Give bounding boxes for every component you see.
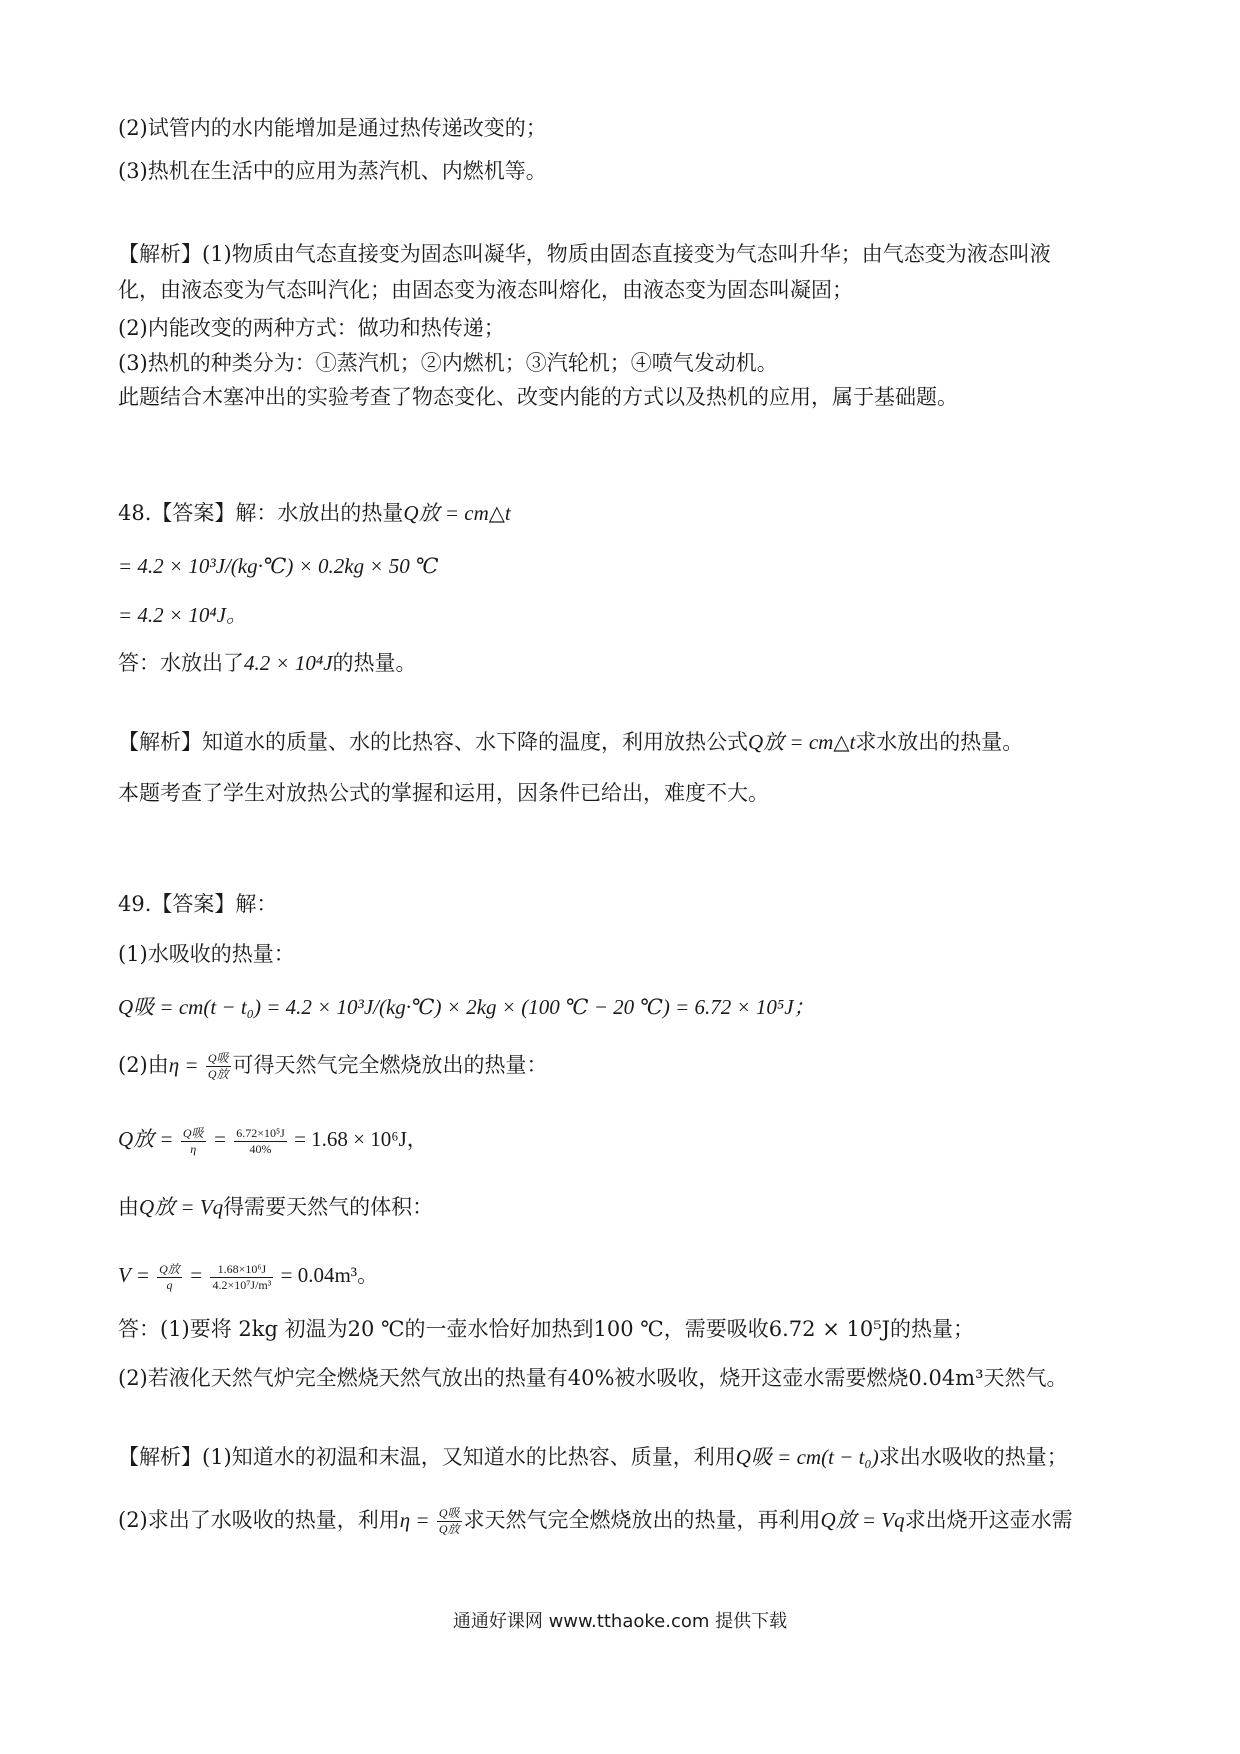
fraction: $\frac{\text{Q吸}}{\eta}$ — [182, 1125, 204, 1156]
q48-step: = 4.2 × 10³J/(kg·℃) × 0.2kg × 50 ℃ — [118, 554, 439, 578]
fraction: $\frac{\text{Q放}}{q}$ — [159, 1261, 180, 1292]
q49-step: Q放 = $\frac{\text{Q吸}}{\eta}$ = $\frac{\text{6.72×10⁵J}}{40\%}$ = 1.68 × 10⁶J， — [118, 1125, 428, 1156]
q49-step: Q吸 = cm(t − t₀) = 4.2 × 10³J/(kg·℃) × 2kg × (100 ℃ − 20 ℃) = 6.72 × 10⁵J； — [118, 995, 815, 1019]
q48-analysis: 【解析】知道水的质量、水的比热容、水下降的温度，利用放热公式Q放 = cm△t求水放出的热量。 — [118, 730, 1024, 754]
q49-answer: (2)若液化天然气炉完全燃烧天然气放出的热量有40%被水吸收，烧开这壶水需要燃烧0.04m³天然气。 — [118, 1366, 1068, 1390]
text-line: (2)试管内的水内能增加是通过热传递改变的； — [118, 116, 547, 140]
formula: Q放 = cm△t — [403, 501, 511, 525]
analysis-line: 【解析】(1)物质由气态直接变为固态叫凝华，物质由固态直接变为气态叫升华；由气态变为液态叫液 — [118, 242, 1051, 266]
q48-answer: 答：水放出了4.2 × 10⁴J的热量。 — [118, 651, 417, 675]
text-line: (3)热机的种类分为：①蒸汽机；②内燃机；③汽轮机；④喷气发动机。 — [118, 351, 778, 375]
q49-analysis: 【解析】(1)知道水的初温和末温，又知道水的比热容、质量，利用Q吸 = cm(t − t₀)求出水吸收的热量； — [118, 1445, 1068, 1469]
q49-answer-header: 49.【答案】解： — [118, 892, 278, 916]
q48-analysis: 本题考查了学生对放热公式的掌握和运用，因条件已给出，难度不大。 — [118, 781, 769, 805]
q49-step: (1)水吸收的热量： — [118, 942, 295, 966]
fraction: $\frac{\text{1.68×10⁶J}}{\text{4.2×10⁷J/m³}}$ — [212, 1261, 272, 1292]
q49-step: 由Q放 = Vq得需要天然气的体积： — [118, 1195, 434, 1219]
fraction: $\frac{\text{Q吸}}{\text{Q放}}$ — [438, 1506, 460, 1536]
text-line: (3)热机在生活中的应用为蒸汽机、内燃机等。 — [118, 159, 547, 183]
text-line: 化，由液态变为气态叫汽化；由固态变为液态叫熔化，由液态变为固态叫凝固； — [118, 278, 853, 302]
fraction: $\frac{\text{Q吸}}{\text{Q放}}$ — [207, 1051, 229, 1081]
fraction: $\frac{\text{6.72×10⁵J}}{40\%}$ — [236, 1125, 285, 1156]
text-line: (2)内能改变的两种方式：做功和热传递； — [118, 316, 505, 340]
q49-answer: 答：(1)要将 2kg 初温为20 ℃的一壶水恰好加热到100 ℃，需要吸收6.72 × 10⁵J的热量； — [118, 1317, 975, 1341]
q49-analysis: (2)求出了水吸收的热量，利用η = $\frac{\text{Q吸}}{\text{Q放}}$ 求天然气完全燃烧放出的热量，再利用Q放 = Vq求出烧开这壶水需 — [118, 1506, 1073, 1536]
q48-answer-header: 48.【答案】解：水放出的热量Q放 = cm△t — [118, 501, 511, 525]
q49-step: (2)由η = $\frac{\text{Q吸}}{\text{Q放}}$ 可得天然气完全燃烧放出的热量： — [118, 1051, 548, 1081]
page-footer: 通通好课网 www.tthaoke.com 提供下载 — [452, 1611, 788, 1632]
q49-step: V = $\frac{\text{Q放}}{q}$ = $\frac{\text{1.68×10⁶J}}{\text{4.2×10⁷J/m³}}$ = 0.04m³。 — [118, 1261, 379, 1292]
q48-step: = 4.2 × 10⁴J。 — [118, 603, 247, 627]
text-line: 此题结合木塞冲出的实验考查了物态变化、改变内能的方式以及热机的应用，属于基础题。 — [118, 385, 958, 409]
